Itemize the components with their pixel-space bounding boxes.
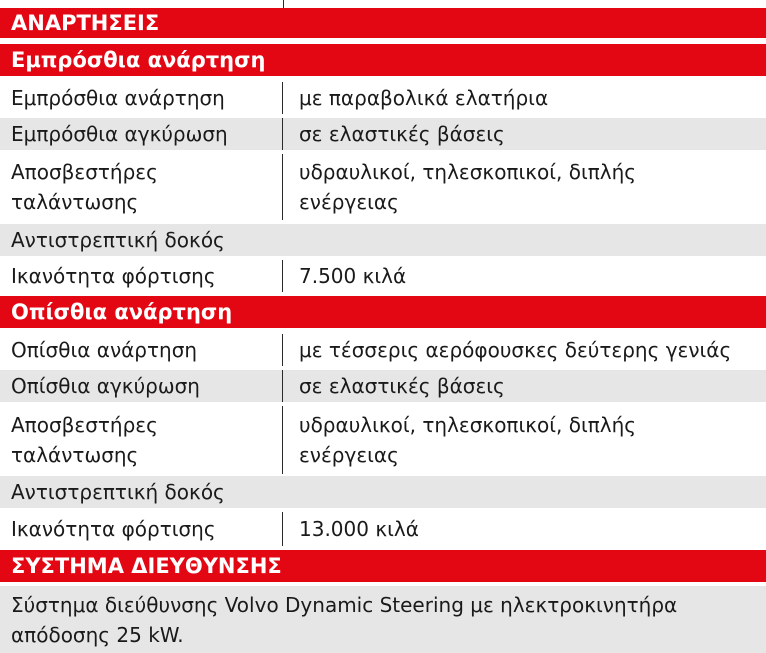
table-row [0,406,766,474]
row-value-line: υδραυλικοί, τηλεσκοπικοί, διπλής [299,413,637,437]
row-label: Αντιστρεπτική δοκός [11,480,225,504]
table-row [0,476,766,508]
row-label: Ικανότητα φόρτισης [11,517,216,541]
row-value-line: ενέργειας [299,443,399,467]
subheader-front-suspension [0,44,766,76]
section-header-steering [0,550,766,582]
section-title: ΑΝΑΡΤΗΣΕΙΣ [11,11,160,35]
row-value: 7.500 κιλά [299,264,407,288]
row-value: με τέσσερις αερόφουσκες δεύτερης γενιάς [299,338,732,362]
row-label: Οπίσθια αγκύρωση [11,374,200,398]
row-label-line: ταλάντωσης [11,443,139,467]
row-label: Οπίσθια ανάρτηση [11,338,198,362]
row-label-line: Αποσβεστήρες [11,160,158,184]
table-row [0,224,766,256]
row-label: Εμπρόσθια αγκύρωση [11,122,228,146]
table-row [0,82,766,114]
description-line: Σύστημα διεύθυνσης Volvo Dynamic Steering με ηλεκτροκινητήρα [11,593,678,617]
subheader-rear-suspension [0,296,766,328]
steering-description [0,586,766,653]
row-value: σε ελαστικές βάσεις [299,374,505,398]
section-title: ΣΥΣΤΗΜΑ ΔΙΕΥΘΥΝΣΗΣ [11,554,282,578]
table-row [0,370,766,402]
table-row [0,512,766,546]
row-label: Αντιστρεπτική δοκός [11,228,225,252]
row-value: σε ελαστικές βάσεις [299,122,505,146]
row-label: Εμπρόσθια ανάρτηση [11,86,225,110]
row-label-line: ταλάντωσης [11,190,139,214]
table-row [0,260,766,292]
row-label-line: Αποσβεστήρες [11,413,158,437]
table-row [0,334,766,366]
section-header-suspensions [0,8,766,38]
column-divider-top [283,0,284,8]
row-value: 13.000 κιλά [299,517,419,541]
row-value: με παραβολικά ελατήρια [299,86,549,110]
row-value-line: ενέργειας [299,190,399,214]
subheader-title: Εμπρόσθια ανάρτηση [11,48,266,72]
row-label: Ικανότητα φόρτισης [11,264,216,288]
subheader-title: Οπίσθια ανάρτηση [11,300,233,324]
row-value-line: υδραυλικοί, τηλεσκοπικοί, διπλής [299,160,637,184]
description-line: απόδοσης 25 kW. [11,623,184,647]
table-row [0,154,766,220]
table-row [0,118,766,150]
